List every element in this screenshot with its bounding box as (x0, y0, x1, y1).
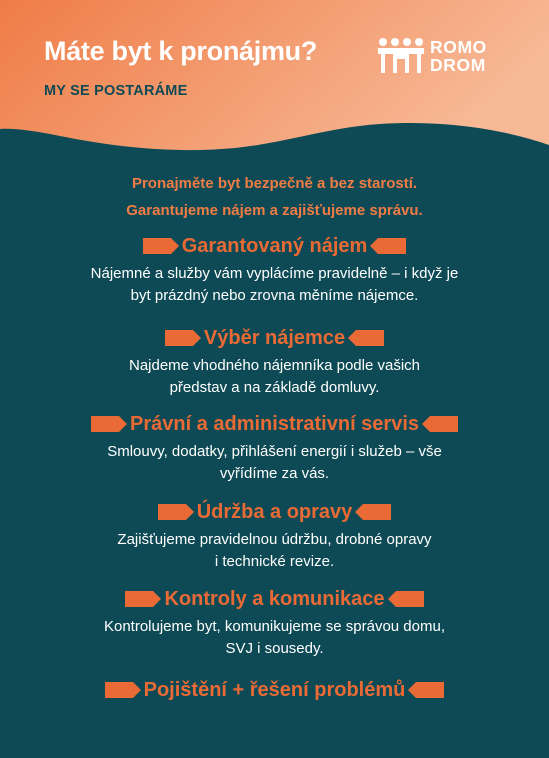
description-line: Zajišťujeme pravidelnou údržbu, drobné opravy (117, 531, 432, 548)
logo-wordmark-line2: DROM (430, 55, 486, 75)
description-line: byt prázdný nebo zrovna měníme nájemce. (130, 287, 419, 304)
header-wave-background (0, 0, 549, 160)
section-guaranteed-rent (0, 233, 549, 307)
section-description (0, 263, 549, 307)
arrow-right-icon (165, 330, 201, 346)
intro-line: Pronajměte byt bezpečně a bez starostí. (131, 175, 418, 192)
section-heading (0, 325, 549, 351)
section-heading (0, 411, 549, 437)
arrow-left-icon (355, 504, 391, 520)
section-description (0, 355, 549, 399)
description-line: představ a na základě domluvy. (169, 379, 380, 396)
section-heading (0, 233, 549, 259)
section-heading (0, 499, 549, 525)
logo-wordmark (430, 38, 487, 74)
romodrom-logo (377, 37, 522, 77)
arrow-right-icon (105, 682, 141, 698)
arrow-left-icon (408, 682, 444, 698)
section-inspections (0, 586, 549, 660)
description-line: SVJ i sousedy. (225, 640, 324, 657)
section-title: Právní a administrativní servis (129, 412, 420, 435)
arrow-left-icon (348, 330, 384, 346)
section-insurance (0, 677, 549, 703)
section-maintenance (0, 499, 549, 573)
section-title: Pojištění + řešení problémů (143, 678, 406, 701)
section-title: Kontroly a komunikace (164, 587, 385, 610)
arrow-right-icon (158, 504, 194, 520)
section-legal-admin (0, 411, 549, 485)
tagline: MY SE POSTARÁME (44, 83, 188, 99)
arrow-left-icon (370, 238, 406, 254)
intro-text (0, 170, 549, 224)
description-line: Nájemné a služby vám vyplácíme pravidelně – i když je (90, 265, 459, 282)
arrow-left-icon (388, 591, 424, 607)
section-description (0, 616, 549, 660)
logo-wordmark-line1: ROMO (430, 37, 487, 57)
description-line: Kontrolujeme byt, komunikujeme se správou domu, (103, 618, 445, 635)
section-heading (0, 586, 549, 612)
description-line: Najdeme vhodného nájemníka podle vašich (128, 357, 421, 374)
arrow-right-icon (143, 238, 179, 254)
header-banner (0, 0, 549, 160)
section-description (0, 529, 549, 573)
arrow-right-icon (91, 416, 127, 432)
section-description (0, 441, 549, 485)
section-tenant-selection (0, 325, 549, 399)
arrow-right-icon (125, 591, 161, 607)
intro-line: Garantujeme nájem a zajišťujeme správu. (126, 202, 423, 219)
section-title: Garantovaný nájem (181, 234, 368, 257)
section-title: Údržba a opravy (196, 500, 353, 523)
description-line: i technické revize. (214, 553, 335, 570)
headline: Máte byt k pronájmu? (44, 36, 318, 66)
section-heading (0, 677, 549, 703)
description-line: vyřídíme za vás. (219, 465, 330, 482)
description-line: Smlouvy, dodatky, přihlášení energií i služeb – vše (107, 443, 442, 460)
arrow-left-icon (422, 416, 458, 432)
people-group-icon (377, 37, 425, 75)
section-title: Výběr nájemce (203, 326, 346, 349)
